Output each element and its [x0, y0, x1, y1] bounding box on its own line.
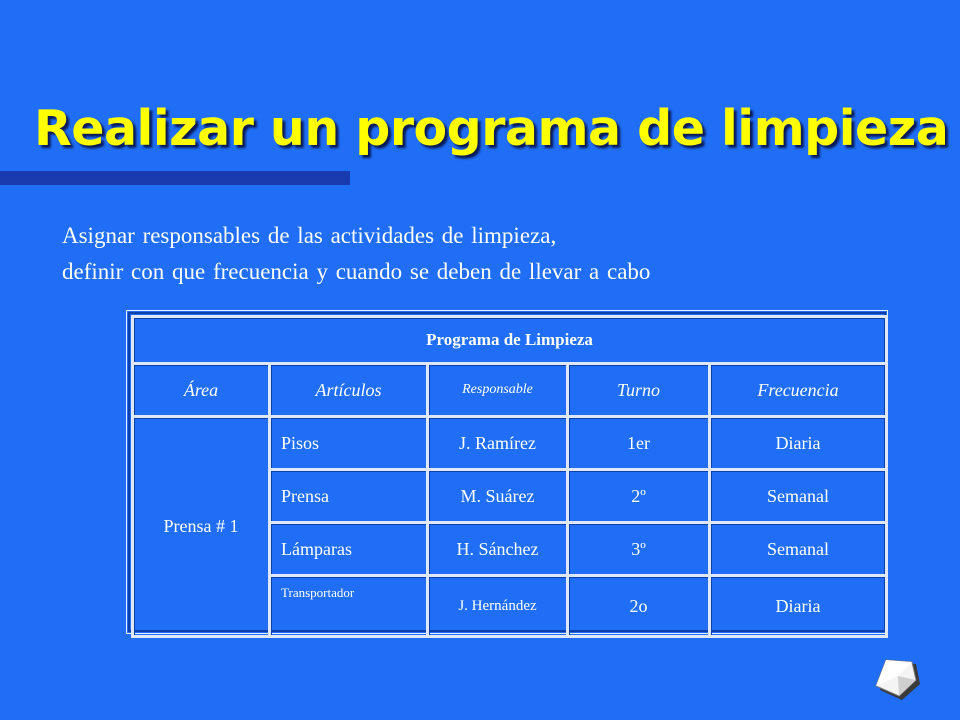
responsable-cell: J. Ramírez	[428, 417, 568, 470]
header-turno: Turno	[568, 364, 710, 417]
pentagon-next-icon[interactable]	[872, 658, 922, 704]
title-underline-bar	[0, 171, 350, 185]
turno-cell: 1er	[568, 417, 710, 470]
turno-cell: 2o	[568, 576, 710, 637]
subtitle	[62, 218, 650, 290]
responsable-cell: H. Sánchez	[428, 523, 568, 576]
subtitle-line-2: definir con que frecuencia y cuando se deben de llevar a cabo	[62, 259, 651, 284]
subtitle-line-1: Asignar responsables de las actividades de limpieza,	[62, 223, 557, 248]
articulo-cell: Lámparas	[270, 523, 428, 576]
frecuencia-cell: Diaria	[710, 576, 887, 637]
header-frecuencia: Frecuencia	[710, 364, 887, 417]
responsable-cell: J. Hernández	[428, 576, 568, 637]
slide-title: Realizar un programa de limpieza	[34, 100, 949, 157]
cleaning-schedule-table	[126, 310, 888, 634]
schedule-grid	[131, 315, 888, 638]
area-cell: Prensa # 1	[133, 417, 270, 637]
table-caption: Programa de Limpieza	[133, 317, 887, 364]
articulo-cell: Pisos	[270, 417, 428, 470]
frecuencia-cell: Semanal	[710, 470, 887, 523]
frecuencia-cell: Semanal	[710, 523, 887, 576]
frecuencia-cell: Diaria	[710, 417, 887, 470]
header-articulos: Artículos	[270, 364, 428, 417]
table-row	[133, 417, 887, 470]
articulo-cell: Prensa	[270, 470, 428, 523]
turno-cell: 3º	[568, 523, 710, 576]
turno-cell: 2º	[568, 470, 710, 523]
header-responsable: Responsable	[428, 364, 568, 417]
responsable-cell: M. Suárez	[428, 470, 568, 523]
header-area: Área	[133, 364, 270, 417]
articulo-cell: Transportador	[270, 576, 428, 637]
